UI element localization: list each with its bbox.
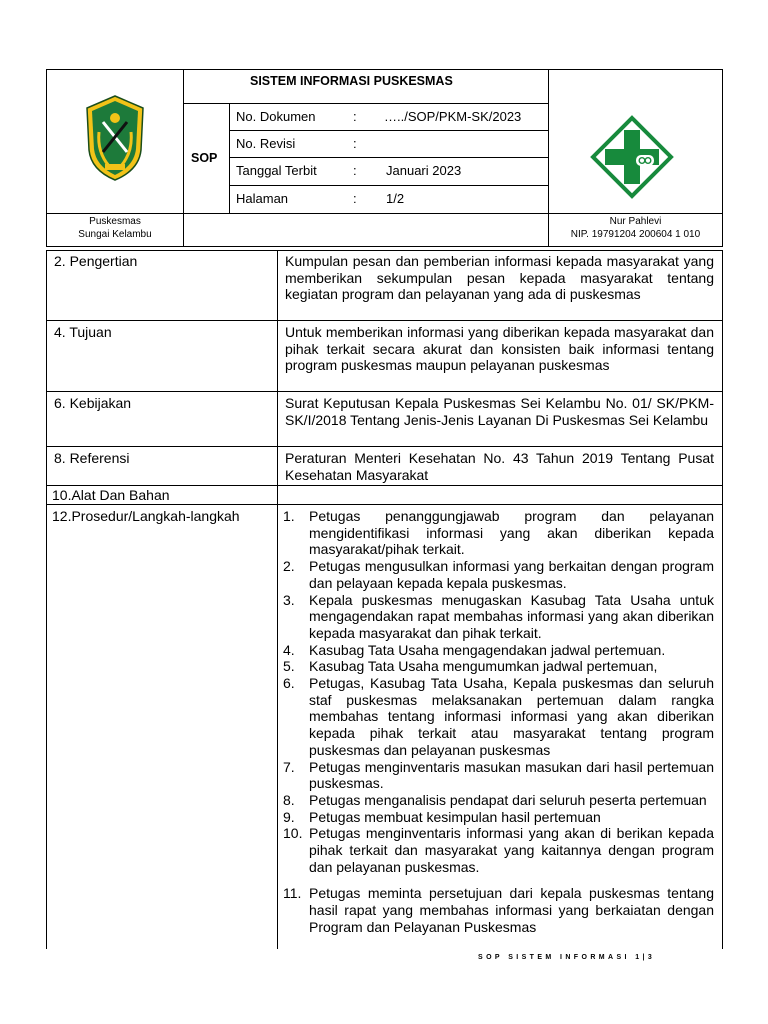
row-line-alat (46, 504, 723, 505)
procedure-step (283, 809, 714, 826)
step-text: Petugas, Kasubag Tata Usaha, Kepala puskesmas dan seluruh staf puskesmas melaksanakan pertemuan dalam rangka membahas tentang informasi informasi yang akan diberikan kepada pihak terkait atau masyarakat tentang program puskesmas dan pelayanan puskesmas (309, 675, 714, 758)
procedure-step (283, 759, 714, 792)
step-number: 7. (283, 758, 295, 775)
step-number: 10. (283, 825, 303, 842)
step-text: Petugas menginventaris informasi yang akan di berikan kepada pihak terkait dan masyarakat yang kaitannya dengan program dan pelayanan puskesmas. (309, 825, 714, 875)
step-text: Petugas meminta persetujuan dari kepala puskesmas tentang hasil rapat yang membahas informasi yang berkaiatan dengan Program dan Pelayanan Puskesmas (309, 885, 714, 935)
step-number: 2. (283, 558, 295, 575)
step-text: Petugas menginventaris masukan masukan dari hasil pertemuan puskesmas. (309, 758, 714, 792)
meta-value-halaman: 1/2 (386, 191, 405, 206)
step-text: Petugas penanggungjawab program dan pelayanan mengidentifikasi informasi yang akan diberikan kepada masyarakat/pihak terkait. (309, 508, 714, 558)
meta-label-halaman: Halaman (236, 191, 289, 206)
meta-sep-no-dokumen: : (353, 109, 357, 124)
step-text: Petugas membuat kesimpulan hasil pertemuan (309, 808, 601, 825)
meta-row-line-3 (229, 185, 549, 186)
meta-sep-no-revisi: : (353, 136, 357, 151)
step-text: Petugas mengusulkan informasi yang berkaitan dengan program dan pelayaan kepada kepala puskesmas. (309, 558, 714, 591)
row-line-kebijakan (46, 446, 723, 447)
step-number: 11. (283, 885, 302, 902)
text-referensi: Peraturan Menteri Kesehatan No. 43 Tahun 2019 Tentang Pusat Kesehatan Masyarakat (285, 450, 714, 483)
procedure-step (283, 792, 714, 809)
step-number: 9. (283, 808, 295, 825)
meta-value-tanggal-terbit: Januari 2023 (386, 163, 462, 178)
meta-row-line-2 (229, 157, 549, 158)
page-footer: SOP SISTEM INFORMASI 1|3 (478, 954, 656, 961)
sop-label: SOP (191, 151, 218, 165)
row-line-pengertian (46, 320, 723, 321)
label-prosedur: 12.Prosedur/Langkah-langkah (52, 508, 240, 524)
content-column-divider (277, 250, 278, 949)
procedure-step (283, 642, 714, 659)
step-text: Petugas menganalisis pendapat dari seluruh peserta pertemuan (309, 791, 707, 808)
text-kebijakan: Surat Keputusan Kepala Puskesmas Sei Kelambu No. 01/ SK/PKM-SK/I/2018 Tentang Jenis-Jenis Layanan Di Puskesmas Sei Kelambu (285, 395, 714, 428)
header-bottom-row-line (46, 213, 723, 214)
label-referensi: 8. Referensi (54, 450, 130, 466)
step-number: 5. (283, 658, 295, 675)
procedure-step (283, 658, 714, 675)
step-text: Kasubag Tata Usaha mengumumkan jadwal pertemuan, (309, 658, 658, 675)
system-title: SISTEM INFORMASI PUSKESMAS (250, 74, 453, 88)
puskesmas-cross-logo (590, 115, 674, 199)
step-text: Kepala puskesmas menugaskan Kasubag Tata Usaha untuk mengagendakan rapat membahas informasi yang akan diberikan kepada masyarakat dan pihak terkait. (309, 591, 714, 641)
meta-label-no-dokumen: No. Dokumen (236, 109, 316, 124)
procedure-step (283, 508, 714, 558)
text-pengertian: Kumpulan pesan dan pemberian informasi kepada masyarakat yang memberikan sekumpulan pesan kepada masyarakat tentang kegiatan program dan pelayanan yang ada di puskesmas (285, 253, 714, 302)
step-number: 1. (283, 508, 295, 524)
meta-row-line-1 (229, 130, 549, 131)
label-alat-dan-bahan: 10.Alat Dan Bahan (52, 487, 170, 503)
step-number: 8. (283, 791, 295, 808)
org-name-sub: Sungai Kelambu (78, 229, 152, 240)
meta-sep-tanggal-terbit: : (353, 163, 357, 178)
step-number: 6. (283, 675, 295, 692)
procedure-step (283, 592, 714, 642)
signer-name: Nur Pahlevi (609, 216, 662, 227)
regional-emblem-logo (83, 92, 147, 184)
sop-divider (229, 103, 230, 213)
label-pengertian: 2. Pengertian (54, 253, 138, 269)
procedure-steps-list (283, 508, 714, 936)
procedure-step (283, 675, 714, 759)
meta-label-tanggal-terbit: Tanggal Terbit (236, 163, 317, 178)
signer-nip: NIP. 19791204 200604 1 010 (570, 229, 701, 240)
procedure-step (283, 825, 714, 875)
step-number: 4. (283, 641, 295, 658)
procedure-step (283, 558, 714, 591)
label-kebijakan: 6. Kebijakan (54, 395, 132, 411)
row-line-referensi (46, 485, 723, 486)
row-line-tujuan (46, 391, 723, 392)
procedure-step (283, 885, 714, 935)
org-name: Puskesmas (89, 216, 141, 227)
meta-label-no-revisi: No. Revisi (236, 136, 296, 151)
meta-value-no-dokumen: …../SOP/PKM-SK/2023 (384, 109, 522, 124)
label-tujuan: 4. Tujuan (54, 324, 112, 340)
title-underline (183, 103, 549, 104)
text-tujuan: Untuk memberikan informasi yang diberikan kepada masyarakat dan pihak terkait secara akurat dan konsisten baik informasi tentang program puskesmas maupun pelayanan puskesmas (285, 324, 714, 373)
step-number: 3. (283, 591, 295, 608)
step-text: Kasubag Tata Usaha mengagendakan jadwal pertemuan. (309, 641, 666, 658)
meta-sep-halaman: : (353, 191, 357, 206)
